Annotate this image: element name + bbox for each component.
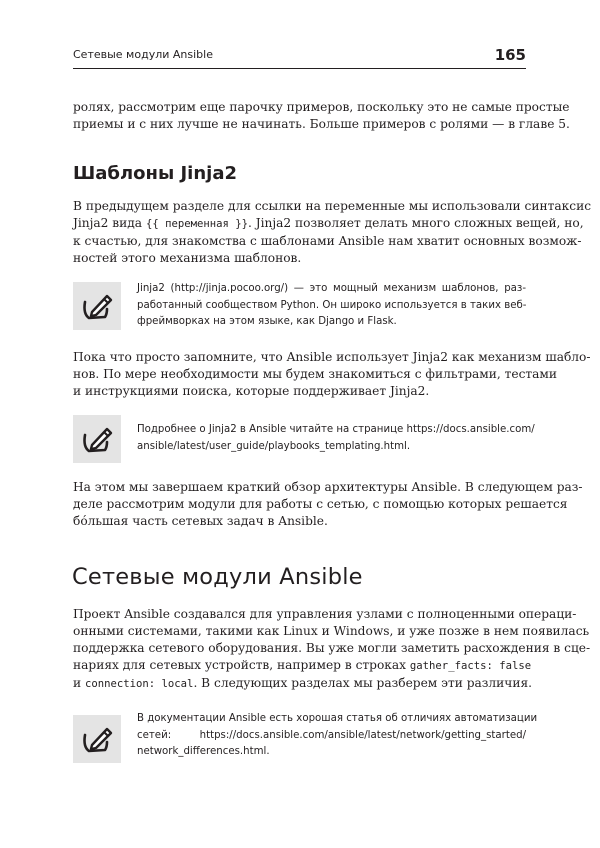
paragraph-roles — [73, 99, 570, 133]
text-line: поддержка сетевого оборудования. Вы уже могли заметить расхождения в сце- — [73, 641, 591, 655]
text-line: приемы и с них лучше не начинать. Больше примеров с ролями — в главе 5. — [73, 117, 570, 131]
text-line: ролях, рассмотрим еще парочку примеров, поскольку это не самые простые — [73, 100, 570, 114]
paragraph-network-modules — [73, 606, 591, 693]
text-line: нариях для сетевых устройств, например в строках gather_facts: false — [73, 658, 532, 672]
text-line: и инструкциями поиска, которые поддерживает Jinja2. — [73, 384, 430, 398]
running-header — [73, 46, 526, 69]
note-icon-box — [73, 415, 121, 463]
pencil-on-paper-icon — [73, 415, 121, 463]
text-line: деле рассмотрим модули для работы с сетью, с помощью которых решается — [73, 497, 568, 511]
page-number: 165 — [494, 46, 526, 64]
text-line: и connection: local. В следующих разделах мы разберем эти различия. — [73, 676, 533, 690]
text-line: network_differences.html. — [137, 746, 270, 757]
paragraph-jinja-usage — [73, 349, 591, 400]
text-line: Проект Ansible создавался для управления узлами с полноценными операци- — [73, 607, 577, 621]
section-heading-network-modules: Сетевые модули Ansible — [72, 564, 363, 590]
pencil-on-paper-icon — [73, 715, 121, 763]
text-line: фреймворках на этом языке, как Django и Flask. — [137, 316, 397, 327]
inline-code: gather_facts: false — [409, 660, 532, 672]
note-jinja2-docs-link — [137, 422, 535, 455]
text-line: к счастью, для знакомства с шаблонами Ansible нам хватит основных возмож- — [73, 234, 582, 248]
pencil-on-paper-icon — [73, 282, 121, 330]
text-line: Jinja2 вида {{ переменная }}. Jinja2 позволяет делать много сложных вещей, но, — [73, 216, 584, 230]
text-line: Jinja2 (http://jinja.pocoo.org/) — это мощный механизм шаблонов, раз- — [137, 283, 526, 294]
note-icon-box — [73, 715, 121, 763]
text-line: В документации Ansible есть хорошая статья об отличиях автоматизации — [137, 713, 538, 724]
text-line: ansible/latest/user_guide/playbooks_templating.html. — [137, 440, 411, 452]
text-line: сетей: https://docs.ansible.com/ansible/latest/network/getting_started/ — [137, 729, 526, 741]
text-line: нов. По мере необходимости мы будем знакомиться с фильтрами, тестами — [73, 367, 558, 381]
note-network-differences — [137, 711, 538, 761]
text-line: В предыдущем разделе для ссылки на переменные мы использовали синтаксис — [73, 199, 592, 213]
inline-code: connection: local — [85, 678, 194, 690]
inline-code: {{ переменная }} — [145, 218, 248, 230]
text-line: ностей этого механизма шаблонов. — [73, 251, 302, 265]
note-icon-box — [73, 282, 121, 330]
paragraph-architecture-summary — [73, 479, 583, 530]
note-jinja2-definition — [137, 281, 526, 331]
text-line: онными системами, такими как Linux и Windows, и уже позже в нем появилась — [73, 624, 590, 638]
section-heading-jinja2: Шаблоны Jinja2 — [73, 163, 238, 184]
text-line: Пока что просто запомните, что Ansible использует Jinja2 как механизм шабло- — [73, 350, 591, 364]
text-line: Подробнее о Jinja2 в Ansible читайте на странице https://docs.ansible.com/ — [137, 424, 535, 435]
text-line: бóльшая часть сетевых задач в Ansible. — [73, 514, 328, 528]
running-header-title: Сетевые модули Ansible — [73, 48, 213, 61]
paragraph-jinja-intro — [73, 198, 592, 267]
text-line: работанный сообществом Python. Он широко используется в таких веб- — [137, 299, 527, 311]
text-line: На этом мы завершаем краткий обзор архитектуры Ansible. В следующем раз- — [73, 480, 583, 494]
